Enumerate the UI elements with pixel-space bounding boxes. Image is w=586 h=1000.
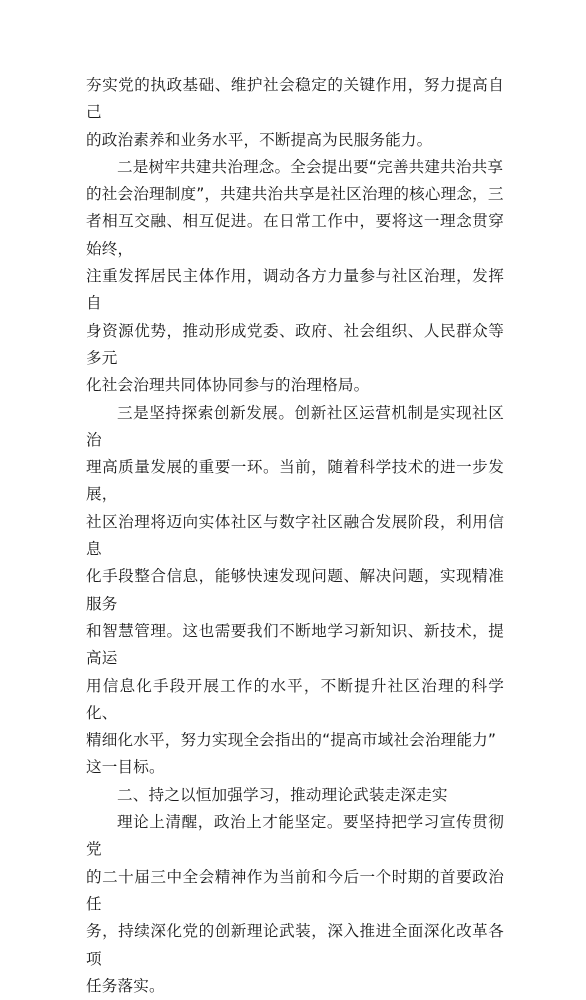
document-body [86,72,504,1000]
paragraph-5 [86,809,504,1000]
text-line: 身资源优势，推动形成党委、政府、社会组织、人民群众等多元 [86,321,504,367]
paragraph-3 [86,400,504,782]
text-line: 化社会治理共同体协同参与的治理格局。 [86,376,370,395]
text-line: 社区治理将迈向实体社区与数字社区融合发展阶段，利用信息 [86,512,504,559]
text-line: 用信息化手段开展工作的水平，不断提升社区治理的科学化、 [86,676,504,722]
text-line: 理高质量发展的重要一环。当前，随着科学技术的进一步发展， [86,458,504,504]
heading-text: 二、持之以恒加强学习，推动理论武装走深走实 [117,785,448,804]
text-line: 的二十届三中全会精神作为当前和今后一个时期的首要政治任 [86,867,504,913]
section-heading [86,782,504,809]
text-line: 二是树牢共建共治理念。全会提出要“完善共建共治共享 [117,157,504,176]
text-line: 精细化水平，努力实现全会指出的“提高市域社会治理能力” [86,731,497,750]
text-line: 的政治素养和业务水平，不断提高为民服务能力。 [86,130,433,149]
text-line: 任务落实。 [86,976,165,995]
text-line: 三是坚持探索创新发展。创新社区运营机制是实现社区治 [86,403,504,449]
text-line: 者相互交融、相互促进。在日常工作中，要将这一理念贯穿始终， [86,212,504,258]
text-line: 理论上清醒，政治上才能坚定。要坚持把学习宣传贯彻党 [86,813,504,859]
text-line: 注重发挥居民主体作用，调动各方力量参与社区治理，发挥自 [86,267,504,313]
text-line: 夯实党的执政基础、维护社会稳定的关键作用，努力提高自己 [86,76,504,122]
text-line: 和智慧管理。这也需要我们不断地学习新知识、新技术，提高运 [86,621,504,668]
text-line: 这一目标。 [86,758,165,777]
paragraph-2 [86,154,504,400]
text-line: 化手段整合信息，能够快速发现问题、解决问题，实现精准服务 [86,567,504,613]
text-line: 务，持续深化党的创新理论武装，深入推进全面深化改革各项 [86,922,504,968]
paragraph-1 [86,72,504,154]
text-line: 的社会治理制度”，共建共治共享是社区治理的核心理念，三 [86,185,504,204]
